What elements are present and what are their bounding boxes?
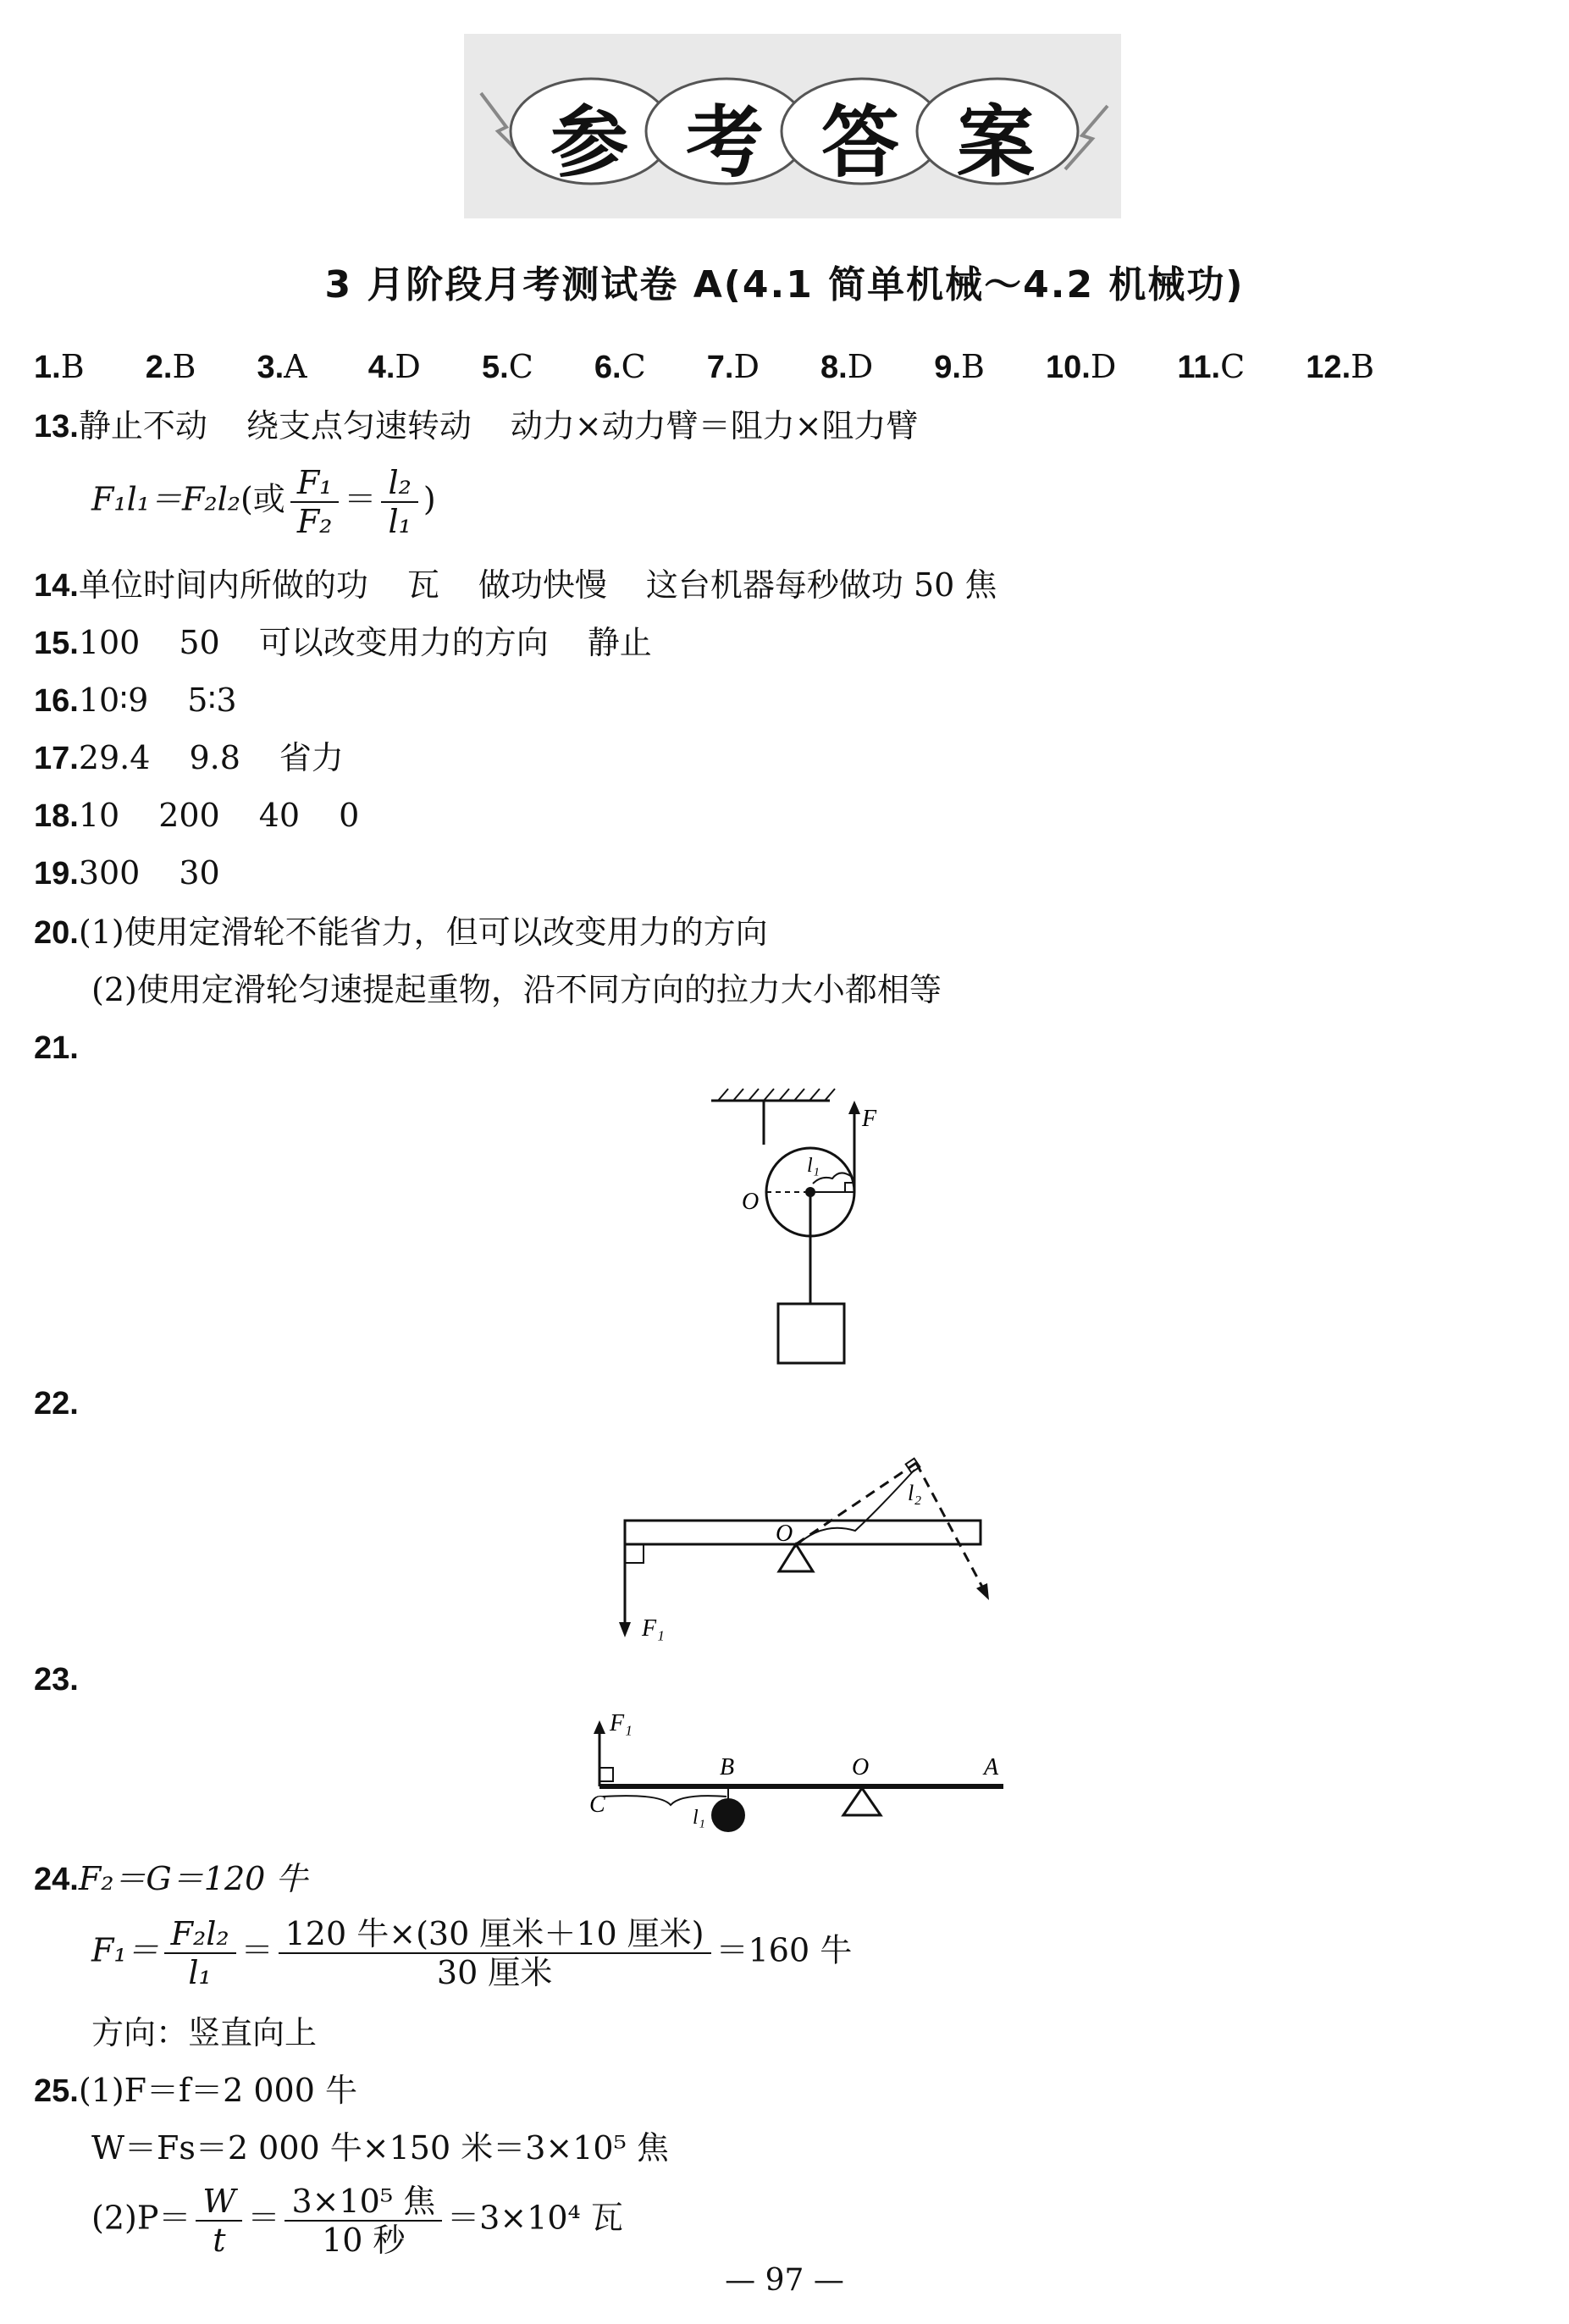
answer-20-line1: 20.(1)使用定滑轮不能省力，但可以改变用力的方向 (34, 914, 768, 951)
choice-item: 12.B (1306, 348, 1375, 385)
choice-item: 4.D (367, 348, 421, 385)
label-O: O (776, 1521, 793, 1547)
answer-17: 17.29.4 9.8 省力 (34, 739, 344, 776)
answer-24-direction: 方向：竖直向上 (91, 2014, 318, 2051)
answer-13-formula: F₁l₁＝F₂l₂(或 $\frac{\text{F₁}}{\text{F₂}}$ ＝ $\frac{\text{l₂}}{\text{l₁}}$ ) (91, 464, 436, 540)
choice-item: 6.C (594, 348, 646, 385)
lever-diagram (610, 1439, 999, 1642)
hanging-ball (711, 1798, 745, 1832)
choice-item: 7.D (706, 348, 760, 385)
header-banner (464, 34, 1121, 218)
page-number: — 97 — (725, 2263, 844, 2298)
label-C: C (589, 1791, 605, 1818)
label-l2: l₂ (908, 1481, 922, 1505)
answer-20-line2: (2)使用定滑轮匀速提起重物，沿不同方向的拉力大小都相等 (91, 971, 942, 1008)
label-O: O (742, 1189, 760, 1215)
label-F1: F₁ (642, 1615, 665, 1642)
answer-25-line1: 25.(1)F＝f＝2 000 牛 (34, 2072, 357, 2109)
fulcrum (843, 1788, 881, 1815)
answer-15: 15.100 50 可以改变用力的方向 静止 (34, 624, 652, 661)
lever-diagram-2 (576, 1708, 1016, 1857)
choice-item: 9.B (934, 348, 985, 385)
answer-14: 14.单位时间内所做的功 瓦 做功快慢 这台机器每秒做功 50 焦 (34, 566, 997, 604)
choice-answers (34, 347, 1425, 387)
weight-block (778, 1304, 844, 1363)
choice-item: 5.C (481, 348, 533, 385)
choice-item: 3.A (257, 348, 307, 385)
answer-24-line1: 24.F₂＝G＝120 牛 (34, 1860, 308, 1897)
choice-item: 1.B (34, 348, 85, 385)
label-F: F (862, 1106, 877, 1132)
answer-19: 19.300 30 (34, 854, 220, 892)
answer-13: 13.静止不动 绕支点匀速转动 动力×动力臂＝阻力×阻力臂 (34, 407, 919, 444)
banner-title: 参考答案 (550, 97, 1092, 188)
label-F1: F₁ (610, 1710, 633, 1736)
label-O: O (852, 1754, 870, 1780)
fulcrum (779, 1544, 813, 1571)
pulley-diagram (694, 1084, 898, 1372)
label-B: B (720, 1754, 735, 1780)
page-title: 3 月阶段月考测试卷 A(4.1 简单机械～4.2 机械功) (324, 263, 1245, 306)
answer-18: 18.10 200 40 0 (34, 797, 360, 834)
choice-item: 11.C (1177, 348, 1246, 385)
force-arrowhead (848, 1101, 860, 1114)
answer-22-number: 22. (34, 1386, 79, 1421)
choice-item: 8.D (820, 348, 874, 385)
label-A: A (984, 1754, 999, 1780)
choice-item: 10.D (1046, 348, 1117, 385)
answer-25-formula: (2)P＝ $\frac{W}{t}$ ＝ $\frac{\text{3×10⁵ 焦}}{\text{10 秒}}$ ＝3×10⁴ 瓦 (91, 2183, 623, 2259)
answer-16: 16.10∶9 5∶3 (34, 682, 237, 719)
answer-23-number: 23. (34, 1662, 79, 1697)
choice-item: 2.B (145, 348, 196, 385)
answer-25-line2: W＝Fs＝2 000 牛×150 米＝3×10⁵ 焦 (91, 2129, 669, 2167)
answer-24-formula: F₁＝ $\frac{\text{F₂l₂}}{\text{l₁}}$ ＝ $\frac{\text{120 牛×(30 厘米＋10 厘米)}}{\text{30 厘米}}$ ＝160 牛 (91, 1915, 853, 1991)
answer-21-number: 21. (34, 1030, 79, 1066)
label-l1: l₁ (807, 1155, 820, 1177)
label-l1: l₁ (693, 1807, 706, 1829)
